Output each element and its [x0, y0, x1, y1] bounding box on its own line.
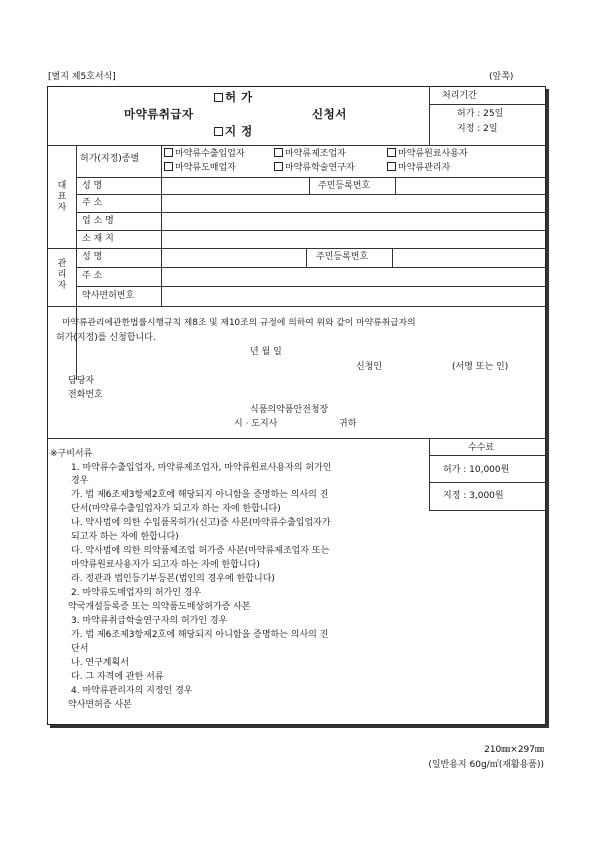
paper-size: 210㎜×297㎜: [484, 745, 544, 755]
document-line: 나. 약사법에 의한 수입품목허가(신고)증 사본(마약류수출입업자가: [71, 518, 331, 528]
rep-location-label: 소 재 지: [82, 234, 114, 244]
title-designate-option[interactable]: [214, 126, 253, 139]
recipient-suffix: 귀하: [339, 419, 357, 429]
rep-address-field[interactable]: [165, 196, 541, 210]
type-checkbox[interactable]: [164, 148, 173, 157]
type-option-label: 마약류학술연구자: [285, 163, 355, 173]
processing-designate: 지정 : 2일: [457, 124, 498, 134]
type-option[interactable]: [274, 162, 355, 174]
recipient-kfda: 식품의약품안전청장: [250, 405, 329, 415]
rep-location-field[interactable]: [165, 232, 541, 246]
signature-label: (서명 또는 인): [452, 362, 509, 372]
type-option-label: 마약류제조업자: [285, 149, 346, 159]
phone-label: 전화번호: [68, 390, 103, 400]
document-line: 단서: [71, 644, 89, 654]
document-line: 다. 약사법에 의한 의약품제조업 허가증 사본(마약류제조업자 또는: [71, 546, 330, 556]
type-checkbox[interactable]: [387, 162, 396, 171]
fee-designate: 지정 : 3,000원: [443, 491, 504, 501]
mgr-address-label: 주 소: [82, 271, 103, 281]
type-option-label: 마약류관리자: [398, 163, 451, 173]
type-checkbox[interactable]: [164, 162, 173, 171]
type-option[interactable]: [164, 148, 245, 160]
document-line: 약국개설등록증 또는 의약품도매상허가증 사본: [68, 602, 251, 612]
type-checkbox[interactable]: [387, 148, 396, 157]
mgr-license-field[interactable]: [165, 288, 541, 304]
fee-permit: 허가 : 10,000원: [443, 465, 510, 475]
title-permit-label: 허 가: [225, 90, 253, 104]
form-title: 마약류취급자: [124, 107, 194, 121]
document-line: 되고자 하는 자에 한합니다): [71, 532, 179, 542]
mgr-id-field[interactable]: [395, 250, 542, 265]
type-option-label: 마약류수출입업자: [175, 149, 245, 159]
designate-checkbox[interactable]: [214, 127, 223, 136]
document-line: 경우: [71, 476, 89, 486]
mgr-name-field[interactable]: [165, 250, 306, 265]
declaration-line2: 허가(지정)를 신청합니다.: [56, 333, 156, 343]
document-line: 2. 마약류도매업자의 허가인 경우: [71, 588, 202, 598]
document-line: 1. 마약류수출입업자, 마약류제조업자, 마약류원료사용자의 허가인: [71, 463, 332, 473]
type-checkbox[interactable]: [274, 148, 283, 157]
type-option[interactable]: [387, 162, 450, 174]
document-line: 다. 그 자격에 관한 서류: [71, 672, 164, 682]
form-title-suffix: 신청서: [312, 107, 347, 121]
type-option[interactable]: [274, 148, 346, 160]
type-checkbox[interactable]: [274, 162, 283, 171]
applicant-label: 신청인: [356, 362, 383, 372]
title-permit-option[interactable]: [214, 92, 253, 105]
permit-checkbox[interactable]: [214, 93, 223, 102]
document-line: 나. 연구계획서: [71, 658, 129, 668]
form-number: [별지 제5호서식]: [48, 72, 116, 82]
application-form: [47, 86, 546, 725]
page-side-label: (앞쪽): [489, 72, 514, 82]
mgr-license-label: 약사면허번호: [82, 291, 135, 301]
processing-permit: 허가 : 25일: [457, 109, 504, 119]
type-label: 허가(지정)종별: [80, 154, 140, 164]
documents-header: ※구비서류: [50, 449, 93, 459]
document-line: 4. 마약류관리자의 지정인 경우: [71, 686, 193, 696]
representative-side-label: 대표자: [57, 181, 67, 213]
document-line: 마약류원료사용자가 되고자 하는 자에 한합니다): [71, 560, 260, 570]
document-line: 약사면허증 사본: [68, 700, 132, 710]
mgr-name-label: 성 명: [82, 252, 103, 262]
rep-name-label: 성 명: [82, 181, 103, 191]
mgr-id-label: 주민등록번호: [316, 252, 369, 262]
document-line: 가. 법 제6조제3항제2호에 해당되지 아니함을 증명하는 의사의 진: [71, 630, 329, 640]
rep-address-label: 주 소: [82, 198, 103, 208]
document-line: 가. 법 제6조제3항제2호에 해당되지 아니함을 증명하는 의사의 진: [71, 490, 329, 500]
mgr-address-field[interactable]: [165, 269, 541, 284]
title-designate-label: 지 정: [225, 124, 253, 138]
rep-id-field[interactable]: [398, 179, 542, 193]
document-line: 단서(마약류수출입업자가 되고자 하는 자에 한합니다): [71, 504, 281, 514]
recipient-governor: 시 · 도지사: [234, 419, 278, 429]
declaration-line1: 마약류관리에관한법률시행규칙 제8조 및 제10조의 규정에 의하여 위와 같이 마약류취급자의: [62, 318, 416, 328]
rep-business-field[interactable]: [165, 214, 541, 228]
fee-header: 수수료: [468, 443, 495, 453]
officer-label: 담당자: [68, 376, 95, 386]
processing-period-header: 처리기간: [442, 91, 477, 101]
document-line: 3. 마약류취급학술연구자의 허가인 경우: [71, 616, 228, 626]
type-option-label: 마약류원료사용자: [398, 149, 468, 159]
document-line: 라. 정관과 법인등기부등본(법인의 경우에 한합니다): [71, 574, 275, 584]
type-option[interactable]: [387, 148, 468, 160]
rep-business-label: 업 소 명: [82, 216, 114, 226]
rep-name-field[interactable]: [165, 179, 309, 193]
type-option[interactable]: [164, 162, 236, 174]
application-date: 년 월 일: [250, 347, 282, 357]
rep-id-label: 주민등록번호: [318, 181, 371, 191]
manager-side-label: 관리자: [57, 259, 67, 291]
paper-spec: (일반용지 60g/㎡(재활용품)): [428, 760, 544, 770]
type-option-label: 마약류도매업자: [175, 163, 236, 173]
